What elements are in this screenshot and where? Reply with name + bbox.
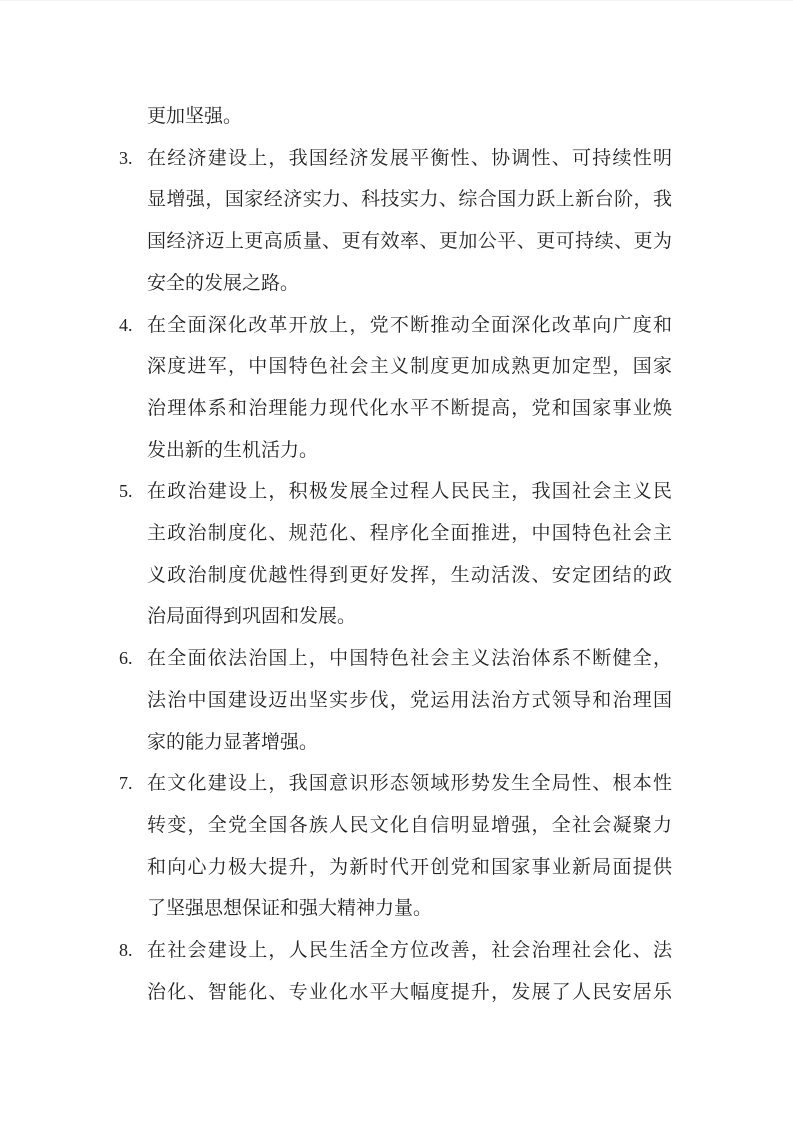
text-line: 法治中国建设迈出坚实步伐，党运用法治方式领导和治理国 bbox=[147, 689, 672, 711]
text-line: 在经济建设上，我国经济发展平衡性、协调性、可持续性明 bbox=[147, 147, 672, 169]
text-line: 国经济迈上更高质量、更有效率、更加公平、更可持续、更为 bbox=[147, 231, 672, 253]
text-line: 主政治制度化、规范化、程序化全面推进，中国特色社会主 bbox=[147, 523, 672, 545]
text-line: 了坚强思想保证和强大精神力量。 bbox=[147, 898, 433, 920]
text-line: 显增强，国家经济实力、科技实力、综合国力跃上新台阶，我 bbox=[147, 189, 672, 211]
list-item-number: 5. bbox=[119, 481, 133, 502]
text-line: 治局面得到巩固和发展。 bbox=[147, 606, 357, 628]
text-line: 家的能力显著增强。 bbox=[147, 731, 319, 753]
list-item-7 bbox=[119, 763, 672, 930]
list-item-6 bbox=[119, 638, 672, 763]
text-line: 在社会建设上，人民生活全方位改善，社会治理社会化、法 bbox=[147, 940, 672, 962]
text-line: 在全面依法治国上，中国特色社会主义法治体系不断健全， bbox=[147, 648, 672, 670]
text-line: 在政治建设上，积极发展全过程人民民主，我国社会主义民 bbox=[147, 481, 672, 503]
list-item-number: 8. bbox=[119, 940, 133, 961]
text-block bbox=[119, 96, 672, 1013]
text-line: 发出新的生机活力。 bbox=[147, 439, 319, 461]
list-item-4 bbox=[119, 305, 672, 472]
list-item-number: 3. bbox=[119, 147, 133, 168]
text-line: 治理体系和治理能力现代化水平不断提高，党和国家事业焕 bbox=[147, 397, 672, 419]
list-item-5 bbox=[119, 471, 672, 638]
list-item-number: 7. bbox=[119, 773, 133, 794]
list-item-8 bbox=[119, 930, 672, 1013]
text-line: 和向心力极大提升，为新时代开创党和国家事业新局面提供 bbox=[147, 856, 672, 878]
text-line: 在文化建设上，我国意识形态领域形势发生全局性、根本性 bbox=[147, 773, 672, 795]
text-line: 转变，全党全国各族人民文化自信明显增强，全社会凝聚力 bbox=[147, 814, 672, 836]
list-item-number: 4. bbox=[119, 314, 133, 335]
text-line: 义政治制度优越性得到更好发挥，生动活泼、安定团结的政 bbox=[147, 564, 672, 586]
text-line: 治化、智能化、专业化水平大幅度提升，发展了人民安居乐 bbox=[147, 981, 672, 1003]
text-line: 深度进军，中国特色社会主义制度更加成熟更加定型，国家 bbox=[147, 356, 672, 378]
list-item-continuation bbox=[147, 96, 672, 138]
text-line: 更加坚强。 bbox=[147, 106, 243, 127]
text-line: 安全的发展之路。 bbox=[147, 272, 300, 294]
text-line: 在全面深化改革开放上，党不断推动全面深化改革向广度和 bbox=[147, 314, 672, 336]
list-item-3 bbox=[119, 138, 672, 305]
list-item-number: 6. bbox=[119, 648, 133, 669]
